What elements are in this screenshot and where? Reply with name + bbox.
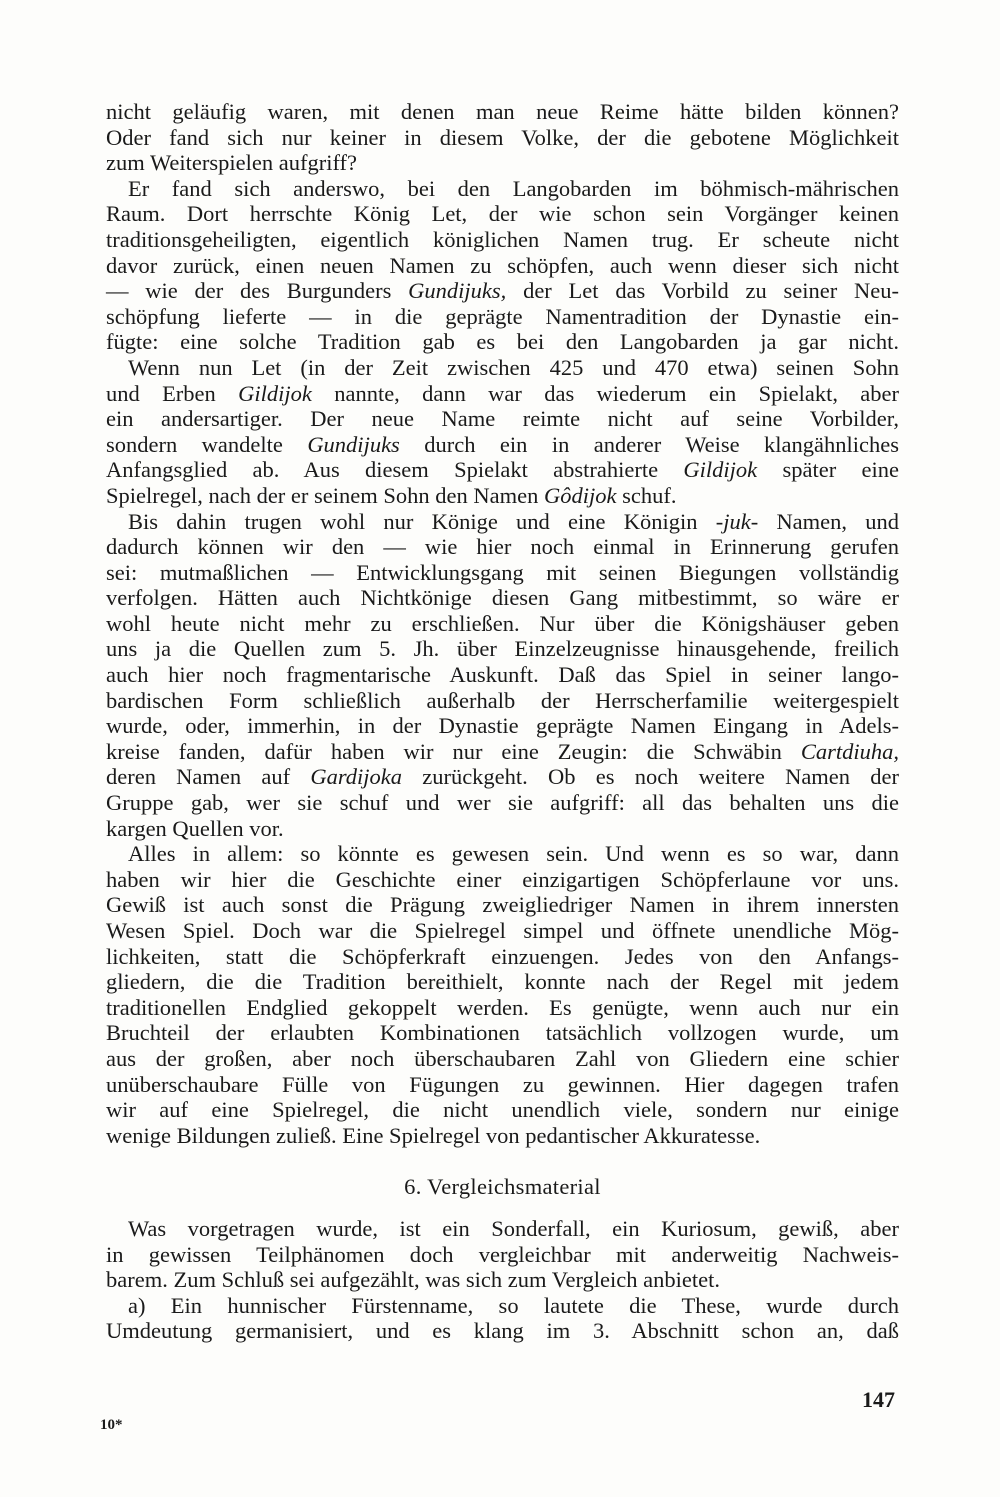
text-line: barem. Zum Schluß sei aufgezählt, was sich zum Vergleich anbietet. — [106, 1267, 720, 1293]
italic-name: Gundijuks, — [408, 278, 507, 304]
text-line — [106, 432, 899, 458]
text-line: traditionsgeheiligten, eigentlich königlichen Namen trug. Er scheute nicht — [106, 226, 899, 252]
text-line: Bruchteil der erlaubten Kombinationen tatsächlich vollzogen wurde, um — [106, 1020, 899, 1046]
text-segment: Bis dahin trugen wohl nur Könige und eine Königin — [128, 508, 698, 534]
italic-name: Cartdiuha, — [800, 738, 900, 764]
paragraph — [106, 99, 899, 176]
text-line: unüberschaubare Fülle von Fügungen zu gewinnen. Hier dagegen trafen — [106, 1071, 899, 1097]
text-segment: — wie der des Burgunders — [106, 278, 392, 304]
italic-name: -juk- — [715, 508, 759, 534]
text-line: schöpfung lieferte — in die geprägte Namentradition der Dynastie ein- — [106, 303, 899, 329]
text-line: a) Ein hunnischer Fürstenname, so lautete die These, wurde durch — [128, 1292, 899, 1318]
paragraph — [106, 1293, 899, 1344]
paragraph — [106, 1216, 899, 1293]
text-line: in gewissen Teilphänomen doch vergleichbar mit anderweitig Nachweis- — [106, 1241, 899, 1267]
text-line — [106, 278, 899, 304]
text-line: uns ja die Quellen zum 5. Jh. über Einzelzeugnisse hinausgehende, freilich — [106, 636, 899, 662]
text-line: Wenn nun Let (in der Zeit zwischen 425 und 470 etwa) seinen Sohn — [128, 354, 899, 380]
page-body — [106, 99, 899, 1344]
text-line: ein andersartiger. Der neue Name reimte nicht auf seine Vorbilder, — [106, 406, 899, 432]
text-segment: Namen, und — [776, 508, 900, 534]
italic-name: Gundijuks — [307, 431, 400, 457]
text-line: gliedern, die die Tradition bereithielt, konnte nach der Regel mit jedem — [106, 969, 899, 995]
text-line: haben wir hier die Geschichte einer einzigartigen Schöpferlaune vor uns. — [106, 866, 899, 892]
text-line: Er fand sich anderswo, bei den Langobarden im böhmisch-mährischen — [128, 175, 899, 201]
text-line: fügte: eine solche Tradition gab es bei den Langobarden ja gar nicht. — [106, 329, 899, 355]
text-line: Gruppe gab, wer sie schuf und wer sie aufgriff: all das behalten uns die — [106, 790, 899, 816]
text-segment: und Erben — [106, 380, 216, 406]
paragraph — [106, 509, 899, 842]
signature-mark: 10* — [100, 1417, 123, 1433]
text-line: Oder fand sich nur keiner in diesem Volke, der die gebotene Möglichkeit — [106, 124, 899, 150]
text-line — [106, 764, 899, 790]
text-line: davor zurück, einen neuen Namen zu schöpfen, auch wenn dieser sich nicht — [106, 252, 899, 278]
text-line: auch hier noch fragmentarische Auskunft. Daß das Spiel in seiner lango- — [106, 662, 899, 688]
text-line: zum Weiterspielen aufgriff? — [106, 150, 358, 176]
text-line: wurde, oder, immerhin, in der Dynastie geprägte Namen Eingang in Adels- — [106, 713, 899, 739]
text-segment: der Let das Vorbild zu seiner Neu- — [523, 278, 900, 304]
text-line: wenige Bildungen zuließ. Eine Spielregel von pedantischer Akkuratesse. — [106, 1122, 761, 1148]
italic-name: Gardijoka — [310, 764, 402, 790]
text-line: kargen Quellen vor. — [106, 815, 284, 841]
text-line: Gewiß ist auch sonst die Prägung zweigliedriger Namen in ihrem innersten — [106, 892, 899, 918]
text-line — [106, 509, 899, 535]
text-line: Alles in allem: so könnte es gewesen sein. Und wenn es so war, dann — [128, 841, 899, 867]
page-number: 147 — [862, 1387, 895, 1412]
text-segment: nannte, dann war das wiederum ein Spielakt, aber — [334, 380, 900, 406]
text-line: sei: mutmaßlichen — Entwicklungsgang mit seinen Biegungen vollständig — [106, 559, 899, 585]
paragraph — [106, 355, 899, 509]
text-line: Raum. Dort herrschte König Let, der wie schon sein Vorgänger keinen — [106, 201, 899, 227]
text-segment: später eine — [782, 457, 900, 483]
text-segment: Spielregel, nach der er seinem Sohn den Namen — [106, 482, 539, 508]
section-heading: 6. Vergleichsmaterial — [404, 1174, 601, 1200]
paragraph — [106, 176, 899, 355]
italic-name: Gildijok — [238, 380, 312, 406]
paragraph — [106, 841, 899, 1148]
text-segment: durch ein in anderer Weise klangähnliches — [424, 431, 900, 457]
text-segment: kreise fanden, dafür haben wir nur eine Zeugin: die Schwäbin — [106, 738, 782, 764]
text-line: dadurch können wir den — wie hier noch einmal in Erinnerung gerufen — [106, 534, 899, 560]
text-segment: Anfangsglied ab. Aus diesem Spielakt abstrahierte — [106, 457, 659, 483]
text-line — [106, 739, 899, 765]
text-segment: sondern wandelte — [106, 431, 283, 457]
italic-name: Gôdijok — [543, 482, 617, 508]
text-line — [106, 483, 899, 509]
text-line: Umdeutung germanisiert, und es klang im 3. Abschnitt schon an, daß — [106, 1318, 899, 1344]
text-line: bardischen Form schließlich außerhalb der Herrscherfamilie weitergespielt — [106, 687, 899, 713]
text-line — [106, 381, 899, 407]
text-line: traditionellen Endglied gekoppelt werden. Es genügte, wenn auch nur ein — [106, 994, 899, 1020]
text-line: lichkeiten, statt die Schöpferkraft einzuengen. Jedes von den Anfangs- — [106, 943, 899, 969]
text-line: aus der großen, aber noch überschaubaren Zahl von Gliedern eine schier — [106, 1045, 899, 1071]
text-segment: deren Namen auf — [106, 764, 291, 790]
text-line — [106, 457, 899, 483]
text-line: Wesen Spiel. Doch war die Spielregel simpel und öffnete unendliche Mög- — [106, 918, 899, 943]
text-line: verfolgen. Hätten auch Nichtkönige diesen Gang mitbestimmt, so wäre er — [106, 585, 899, 611]
text-line: nicht geläufig waren, mit denen man neue Reime hätte bilden können? — [106, 99, 899, 124]
text-line: wir auf eine Spielregel, die nicht unendlich viele, sondern nur einige — [106, 1097, 899, 1123]
text-segment: zurückgeht. Ob es noch weitere Namen der — [422, 764, 899, 790]
text-line: Was vorgetragen wurde, ist ein Sonderfall, ein Kuriosum, gewiß, aber — [128, 1215, 899, 1241]
italic-name: Gildijok — [683, 457, 758, 483]
text-segment: schuf. — [622, 482, 677, 508]
text-line: wohl heute nicht mehr zu erschließen. Nur über die Königshäuser geben — [106, 610, 899, 636]
